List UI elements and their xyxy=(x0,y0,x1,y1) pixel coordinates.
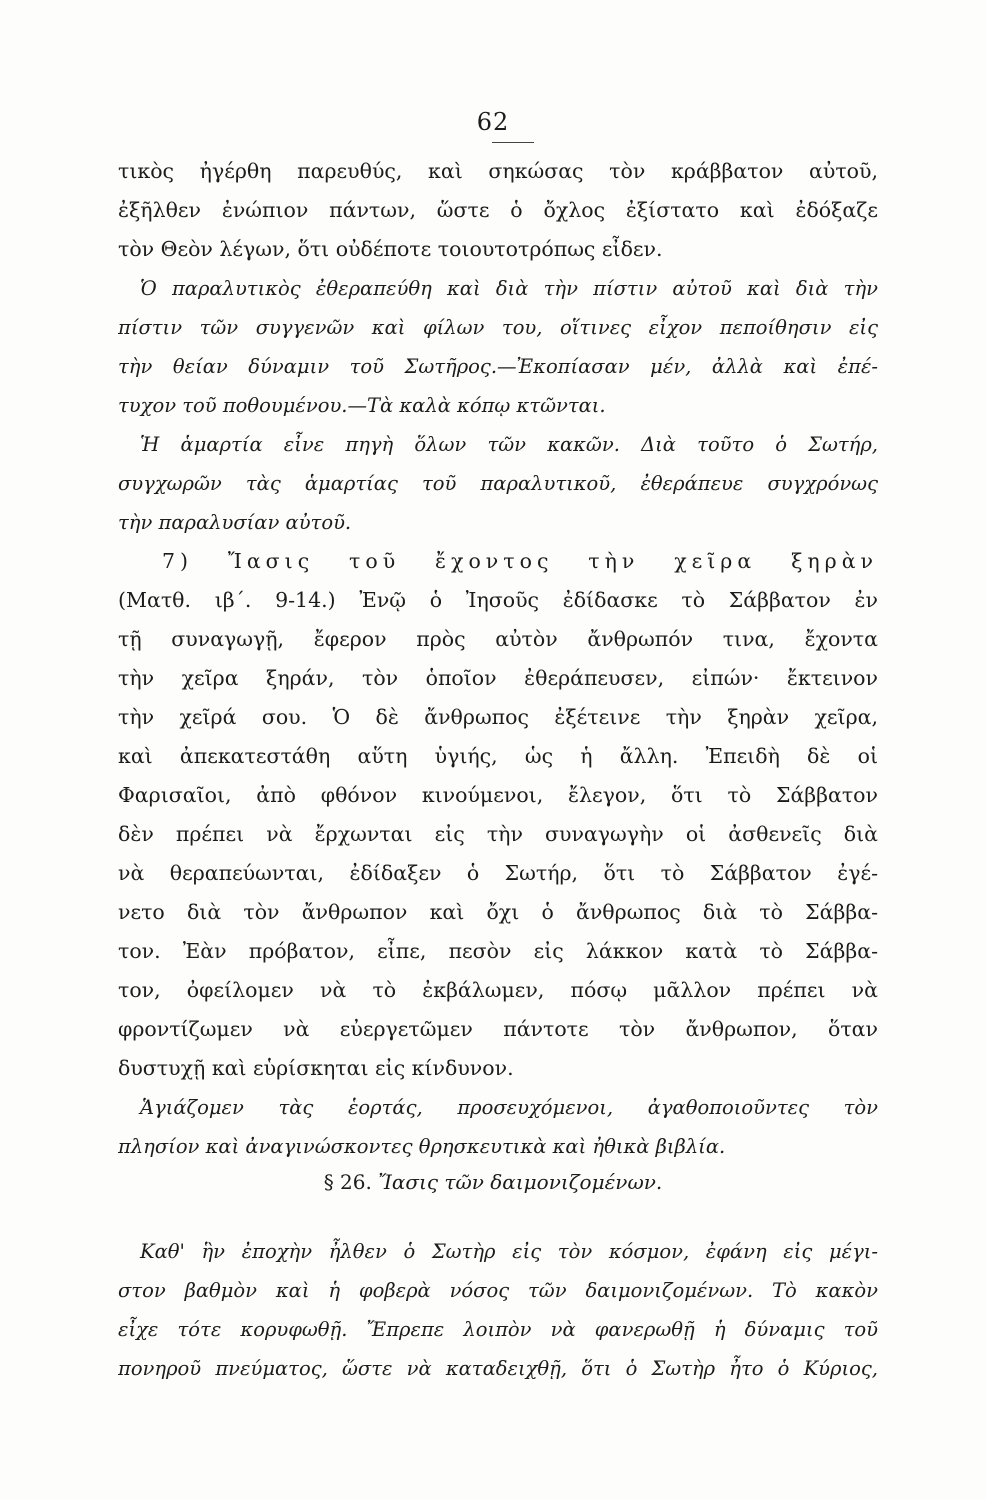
text-line: δὲν πρέπει νὰ ἔρχωνται εἰς τὴν συναγωγὴν οἱ ἀσθενεῖς διὰ xyxy=(118,822,878,846)
page-number-underline xyxy=(492,142,534,143)
text-line: πονηροῦ πνεύματος, ὥστε νὰ καταδειχθῇ, ὅτι ὁ Σωτὴρ ἦτο ὁ Κύριος, xyxy=(118,1357,878,1380)
page-number: 62 xyxy=(476,108,510,136)
text-line: συγχωρῶν τὰς ἁμαρτίας τοῦ παραλυτικοῦ, ἐθεράπευε συγχρόνως xyxy=(118,472,878,495)
text-line: τὴν θείαν δύναμιν τοῦ Σωτῆρος.—Ἐκοπίασαν μέν, ἀλλὰ καὶ ἐπέ- xyxy=(118,355,878,378)
text-line: πίστιν τῶν συγγενῶν καὶ φίλων του, οἵτινες εἶχον πεποίθησιν εἰς xyxy=(118,316,878,339)
text-line: εἶχε τότε κορυφωθῇ. Ἔπρεπε λοιπὸν νὰ φανερωθῇ ἡ δύναμις τοῦ xyxy=(118,1318,878,1341)
body-text-continued xyxy=(118,1232,878,1388)
text-line: στον βαθμὸν καὶ ἡ φοβερὰ νόσος τῶν δαιμονιζομένων. Τὸ κακὸν xyxy=(118,1279,878,1302)
text-line: τὴν χεῖρά σου. Ὁ δὲ ἄνθρωπος ἐξέτεινε τὴν ξηρὰν χεῖρα, xyxy=(118,705,878,729)
text-line: Καθ' ἣν ἐποχὴν ἦλθεν ὁ Σωτὴρ εἰς τὸν κόσμον, ἐφάνη εἰς μέγι- xyxy=(140,1240,878,1263)
text-line: τὸν Θεὸν λέγων, ὅτι οὐδέποτε τοιουτοτρόπως εἶδεν. xyxy=(118,237,663,261)
body-text xyxy=(118,152,878,1166)
section-title: Ἴασις τῶν δαιμονιζομένων. xyxy=(378,1170,663,1194)
text-line: νὰ θεραπεύωνται, ἐδίδαξεν ὁ Σωτήρ, ὅτι τὸ Σάββατον ἐγέ- xyxy=(118,861,878,885)
text-line: Ὁ παραλυτικὸς ἐθεραπεύθη καὶ διὰ τὴν πίστιν αὐτοῦ καὶ διὰ τὴν xyxy=(140,277,878,300)
text-line: φροντίζωμεν νὰ εὐεργετῶμεν πάντοτε τὸν ἄνθρωπον, ὅταν xyxy=(118,1017,878,1041)
text-line: τὴν χεῖρα ξηράν, τὸν ὁποῖον ἐθεράπευσεν, εἰπών· ἔκτεινον xyxy=(118,666,878,690)
text-line: τῇ συναγωγῇ, ἔφερον πρὸς αὐτὸν ἄνθρωπόν τινα, ἔχοντα xyxy=(118,627,878,651)
text-line: τὴν παραλυσίαν αὐτοῦ. xyxy=(118,511,352,534)
text-line: τον. Ἐὰν πρόβατον, εἶπε, πεσὸν εἰς λάκκον κατὰ τὸ Σάββα- xyxy=(118,939,878,963)
section-heading xyxy=(0,1170,986,1194)
text-line: τυχον τοῦ ποθουμένου.—Τὰ καλὰ κόπῳ κτῶνται. xyxy=(118,394,606,417)
text-line: νετο διὰ τὸν ἄνθρωπον καὶ ὄχι ὁ ἄνθρωπος διὰ τὸ Σάββα- xyxy=(118,900,878,924)
text-line: Ἡ ἁμαρτία εἶνε πηγὴ ὅλων τῶν κακῶν. Διὰ τοῦτο ὁ Σωτήρ, xyxy=(140,433,878,456)
text-line: 7) Ἴασις τοῦ ἔχοντος τὴν χεῖρα ξηρὰν xyxy=(162,549,878,573)
text-line: καὶ ἀπεκατεστάθη αὕτη ὑγιής, ὡς ἡ ἄλλη. Ἐπειδὴ δὲ οἱ xyxy=(118,744,878,768)
section-marker: § 26. xyxy=(323,1170,372,1194)
text-line: (Ματθ. ιβ΄. 9-14.) Ἐνῷ ὁ Ἰησοῦς ἐδίδασκε τὸ Σάββατον ἐν xyxy=(118,588,878,612)
text-line: πλησίον καὶ ἀναγινώσκοντες θρησκευτικὰ καὶ ἠθικὰ βιβλία. xyxy=(118,1135,726,1158)
text-line: Φαρισαῖοι, ἀπὸ φθόνον κινούμενοι, ἔλεγον, ὅτι τὸ Σάββατον xyxy=(118,783,878,807)
text-line: δυστυχῇ καὶ εὑρίσκηται εἰς κίνδυνον. xyxy=(118,1056,514,1080)
text-line: Ἁγιάζομεν τὰς ἑορτάς, προσευχόμενοι, ἀγαθοποιοῦντες τὸν xyxy=(140,1096,878,1119)
text-line: τικὸς ἠγέρθη παρευθύς, καὶ σηκώσας τὸν κράββατον αὐτοῦ, xyxy=(118,159,878,183)
text-line: τον, ὀφείλομεν νὰ τὸ ἐκβάλωμεν, πόσῳ μᾶλλον πρέπει νὰ xyxy=(118,978,878,1002)
text-line: ἐξῆλθεν ἐνώπιον πάντων, ὥστε ὁ ὄχλος ἐξίστατο καὶ ἐδόξαζε xyxy=(118,198,878,222)
